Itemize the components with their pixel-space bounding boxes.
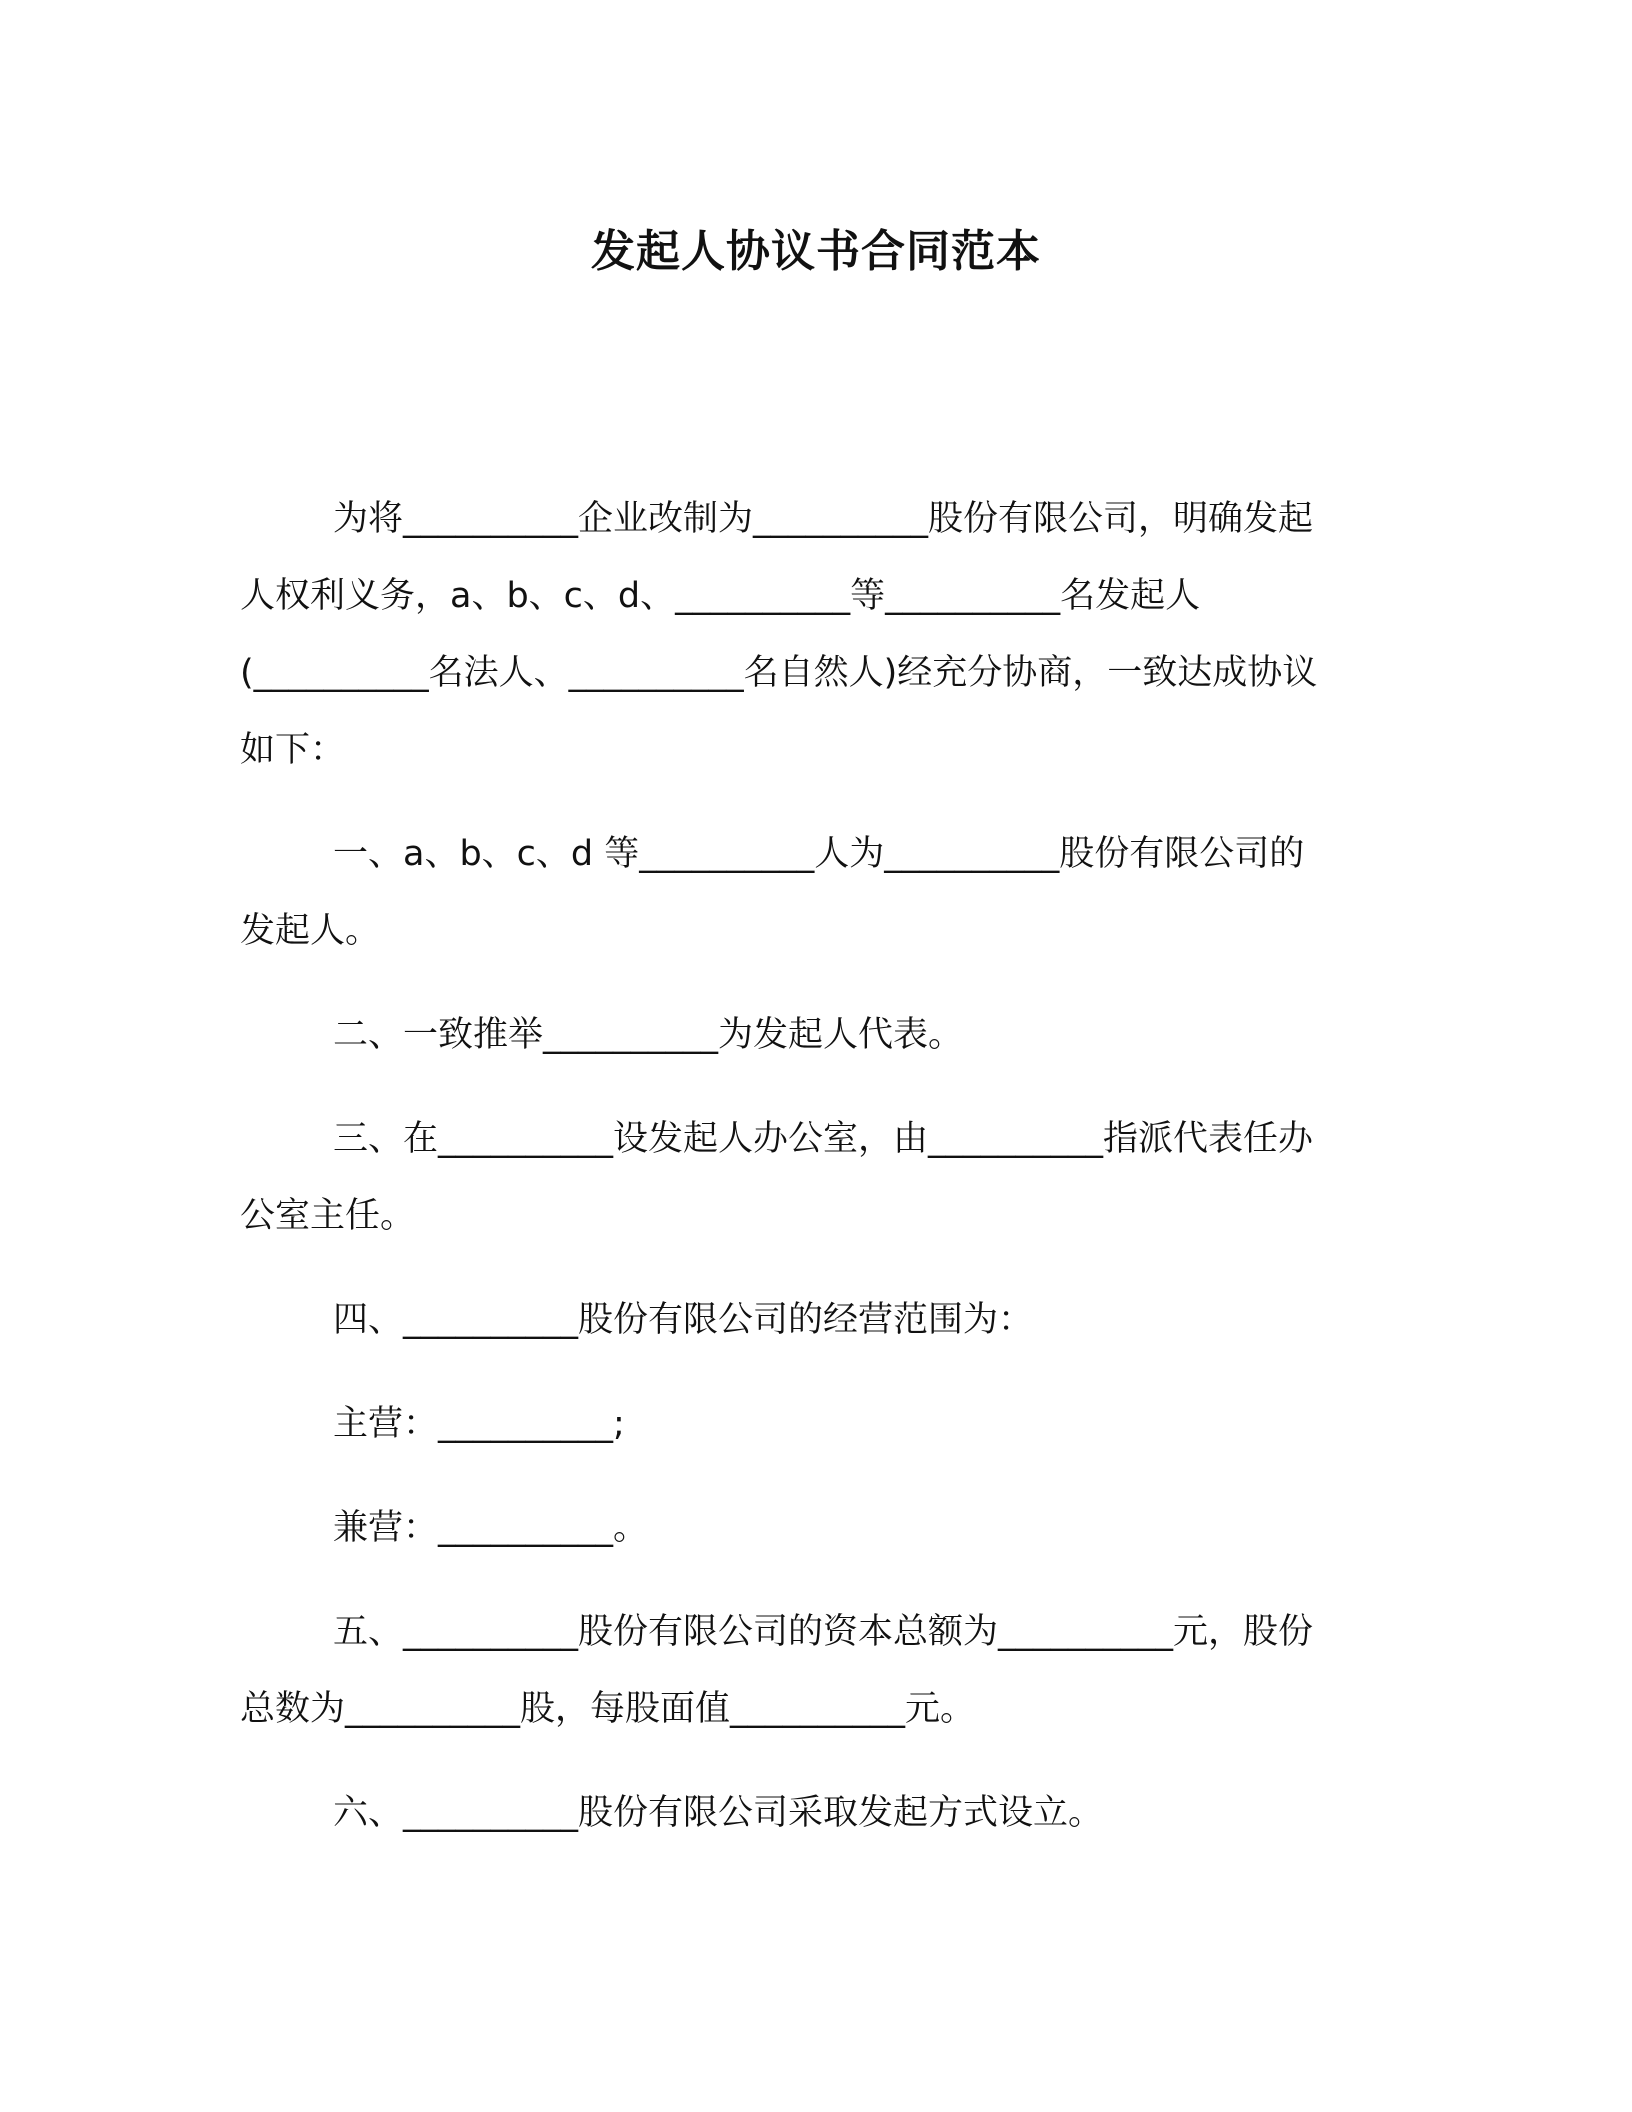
paragraph-intro-line-3: (__________名法人、__________名自然人)经充分协商，一致达成协议 [240,653,1318,693]
main-business-line: 主营：__________; [333,1404,625,1444]
clause-3-line-1: 三、在__________设发起人办公室，由__________指派代表任办 [333,1119,1314,1159]
clause-5-line-2: 总数为__________股，每股面值__________元。 [240,1689,976,1729]
clause-1-line-1: 一、a、b、c、d 等__________人为__________股份有限公司的 [333,834,1305,874]
clause-5-line-1: 五、__________股份有限公司的资本总额为__________元，股份 [333,1612,1314,1652]
clause-2-line-1: 二、一致推举__________为发起人代表。 [333,1015,964,1055]
clause-4-line-1: 四、__________股份有限公司的经营范围为： [333,1300,1034,1340]
paragraph-intro-line-2: 人权利义务，a、b、c、d、__________等__________名发起人 [240,576,1201,616]
clause-6-line-1: 六、__________股份有限公司采取发起方式设立。 [333,1793,1104,1833]
secondary-business-line: 兼营：__________。 [333,1508,649,1548]
paragraph-intro-line-4: 如下： [240,730,346,770]
clause-3-line-2: 公室主任。 [240,1196,416,1236]
paragraph-intro-line-1: 为将__________企业改制为__________股份有限公司，明确发起 [333,499,1314,539]
document-title: 发起人协议书合同范本 [591,226,1041,277]
clause-1-line-2: 发起人。 [240,911,381,951]
